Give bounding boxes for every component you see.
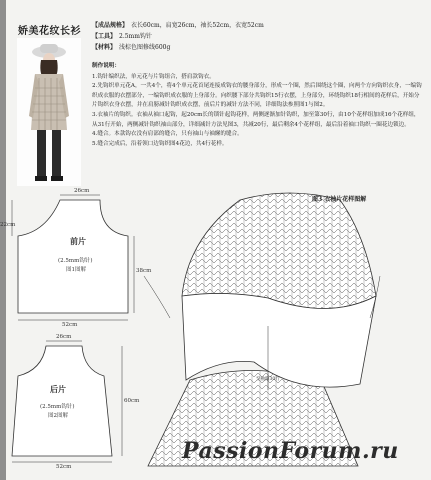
front-hook-note: (2.5mm钩针) [58,258,93,264]
instruction-step: 4.缝合。本款钩衣没有肩部的缝合，只有袖山与袖窿的缝合。 [92,131,243,138]
instruction-step: 2.先钩织单元花A，一共4个，将4个单元花首尾连接成钩衣的腰身部分，形成一个圈，然后围绕这个圈，向两个方向钩织衣身，一编钩织成衣服的衣摆部分，一编钩织成衣服的上身部分。向织腰下部分共钩织15行衣摆，上身部分，环绕钩织18行相间的花样后，开始分片钩织衣身衣摆，并在肩膀减针钩织成衣摆，前后片的减针方法不同，详细钩法参照图1与图2。 [92,83,422,109]
garment-title: 娇美花纹长衫 [18,26,81,37]
back-hook-note: (2.5mm钩针) [40,404,75,410]
instruction-step: 5.缝合完成后，沿着领口边钩织图4花边，共4行花样。 [92,140,228,147]
back-piece-title: 后片 [50,384,66,394]
sleeve-chart-caption: 图3 衣袖片花样图解 [312,196,367,203]
sleeve-center-note: 至袖窿30行 [256,377,280,382]
back-height-label: 60cm [124,398,140,404]
spec-material: 【材料】 浅棕色图修线600g [92,44,171,51]
front-piece-title: 前片 [70,236,86,246]
instruction-step: 1.钩针编织法，单元花与片钩组合，搭肩款钩衣。 [92,73,215,80]
back-chart-ref: 图2图解 [48,413,68,419]
front-shoulder-label: 26cm [74,188,90,194]
back-shoulder-label: 26cm [56,334,72,340]
front-width-label: 52cm [62,322,78,328]
spec-size: 【成品规格】 衣长60cm，肩宽26cm，袖长52cm，衣宽52cm [92,22,264,29]
watermark-text: PassionForum.ru [182,438,399,464]
instructions-heading: 制作说明： [92,63,120,69]
front-chart-ref: 图1图解 [66,267,86,273]
back-width-label: 52cm [56,464,72,470]
spec-tools: 【工具】 2.5mm钩针 [92,33,152,40]
front-armhole-height-label: 22cm [0,222,16,228]
back-piece-outline [12,346,112,456]
sleeve-chart [144,193,380,466]
front-side-height-label: 38cm [136,268,152,274]
instruction-step: 3.衣袖片的钩织。衣袖从袖口起钩，起20cm长的锁针起钩花样，两侧逐渐加针钩织，加至第30行，由10个花样组加成16个花样组，从31行开始，两侧减针钩织袖山部分，详细减针方法见图3，共减20行，最后剩余4个花样组，最后沿着袖口钩织一圈花边锁边。 [92,111,420,128]
